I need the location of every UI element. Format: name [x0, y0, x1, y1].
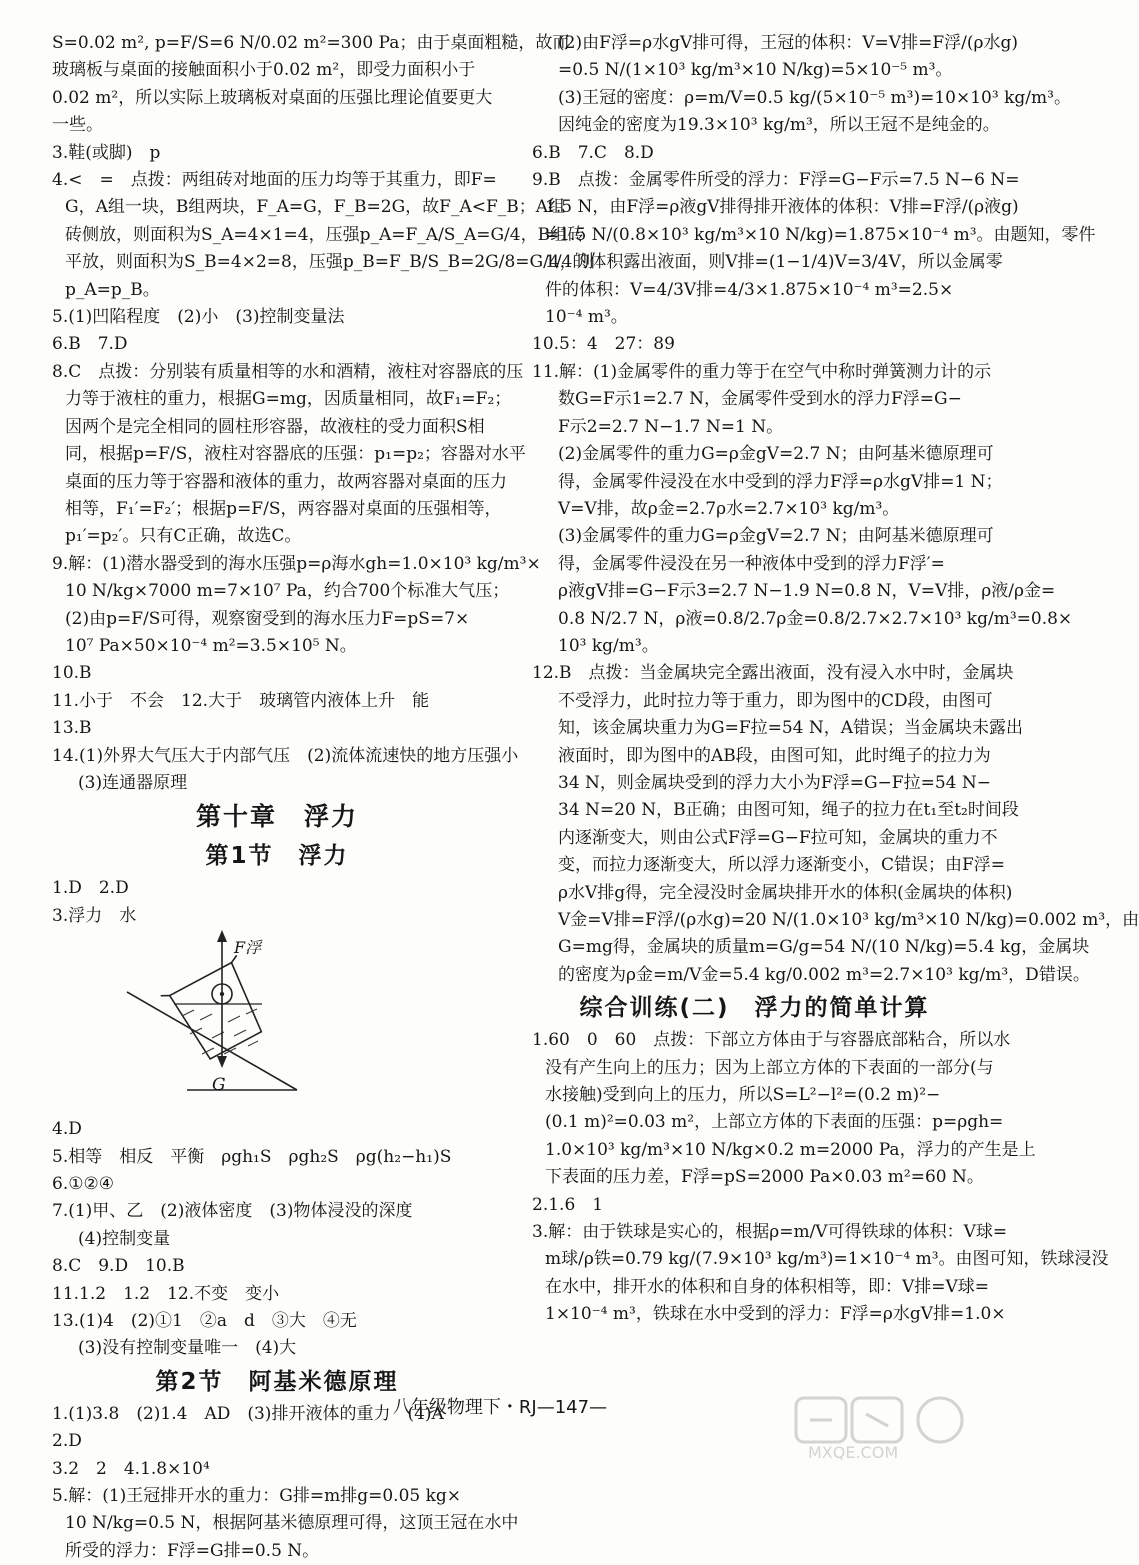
text-line: 1.5 N，由F浮=ρ液gV排得排开液体的体积：V排=F浮/(ρ液g) [545, 197, 1019, 218]
text-line: 得，金属零件浸没在另一种液体中受到的浮力F浮′= [558, 553, 945, 574]
text-line: (3)王冠的密度：ρ=m/V=0.5 kg/(5×10⁻⁵ m³)=10×10³ kg/m³。 [558, 87, 1071, 108]
buoyancy-force-diagram [52, 932, 502, 1112]
text-line: 2.D [52, 1431, 82, 1452]
text-line: 不受浮力，此时拉力等于重力，即为图中的CD段，由图可 [558, 690, 993, 711]
text-line: 知，该金属块重力为G=F拉=54 N，A错误；当金属块未露出 [558, 718, 1024, 739]
text-line: 8.C 9.D 10.B [52, 1256, 185, 1277]
text-line: 数G=F示1=2.7 N，金属零件受到水的浮力F浮=G− [558, 389, 962, 410]
right-column [532, 30, 1139, 1329]
text-line: (3)金属零件的重力G=ρ金gV=2.7 N；由阿基米德原理可 [558, 526, 994, 547]
text-line: 10.B [52, 663, 92, 684]
text-line: ρ液gV排=G−F示3=2.7 N−1.9 N=0.8 N，V=V排，ρ液/ρ金= [558, 581, 1056, 602]
text-line: F示2=2.7 N−1.7 N=1 N。 [558, 416, 784, 437]
section-title: 第1节 浮力 [205, 843, 349, 870]
text-line: G=mg得，金属块的质量m=G/g=54 N/(10 N/kg)=5.4 kg，金属块 [558, 937, 1090, 958]
text-line: 13.(1)4 (2)①1 ②a d ③大 ④无 [52, 1311, 357, 1332]
text-line: 的密度为ρ金=m/V金=5.4 kg/0.002 m³=2.7×10³ kg/m³，D错误。 [558, 964, 1090, 985]
text-line: 玻璃板与桌面的接触面积小于0.02 m²，即受力面积小于 [52, 60, 476, 81]
text-line: (3)连通器原理 [78, 772, 188, 793]
text-line: =0.5 N/(1×10³ kg/m³×10 N/kg)=5×10⁻⁵ m³。 [558, 60, 953, 81]
text-line: 3.鞋(或脚) p [52, 142, 161, 163]
text-line: 6.B 7.D [52, 334, 128, 355]
text-line: m球/ρ铁=0.79 kg/(7.9×10³ kg/m³)=1×10⁻⁴ m³。由图可知，铁球浸没 [545, 1249, 1109, 1270]
text-line: 因两个是完全相同的圆柱形容器，故液柱的受力面积S相 [65, 416, 485, 437]
text-line: 9.解：(1)潜水器受到的海水压强p=ρ海水gh=1.0×10³ kg/m³× [52, 553, 541, 574]
text-line: 3.2 2 4.1.8×10⁴ [52, 1458, 210, 1479]
buoyancy-label: F浮 [234, 938, 262, 958]
text-line: 砖侧放，则面积为S_A=4×1=4，压强p_A=F_A/S_A=G/4，B组砖 [65, 224, 585, 245]
text-line: 4.< = 点拨：两组砖对地面的压力均等于其重力，即F= [52, 170, 497, 191]
text-line: 6.①②④ [52, 1174, 114, 1194]
text-line: 件的体积：V=4/3V排=4/3×1.875×10⁻⁴ m³=2.5× [545, 279, 954, 300]
section-title: 综合训练(二) 浮力的简单计算 [579, 995, 930, 1022]
text-line: 下表面的压力差，F浮=pS=2000 Pa×0.03 m²=60 N。 [545, 1167, 984, 1188]
text-line: 内逐渐变大，则由公式F浮=G−F拉可知，金属块的重力不 [558, 827, 998, 848]
text-line: 10⁻⁴ m³。 [545, 307, 628, 328]
text-line: 6.B 7.C 8.D [532, 142, 654, 163]
text-line: 平放，则面积为S_B=4×2=8，压强p_B=F_B/S_B=2G/8=G/4，则 [65, 252, 594, 273]
text-line: 1×10⁻⁴ m³，铁球在水中受到的浮力：F浮=ρ水gV排=1.0× [545, 1304, 1006, 1325]
text-line: 11.小于 不会 12.大于 玻璃管内液体上升 能 [52, 690, 430, 711]
text-line: (4)控制变量 [78, 1228, 171, 1249]
text-line: (2)由p=F/S可得，观察窗受到的海水压力F=pS=7× [65, 608, 470, 629]
text-line: 10 N/kg×7000 m=7×10⁷ Pa，约合700个标准大气压； [65, 581, 510, 602]
watermark-logo [790, 1392, 990, 1462]
text-line: 2.1.6 1 [532, 1194, 604, 1215]
text-line: 1/4的体积露出液面，则V排=(1−1/4)V=3/4V，所以金属零 [545, 252, 1003, 273]
beaker [161, 956, 274, 1066]
text-line: 1.D 2.D [52, 878, 129, 899]
section-title: 第2节 阿基米德原理 [155, 1368, 399, 1395]
text-line: 10³ kg/m³。 [558, 635, 659, 656]
text-line: 3.浮力 水 [52, 905, 137, 926]
text-line: 9.B 点拨：金属零件所受的浮力：F浮=G−F示=7.5 N−6 N= [532, 170, 1020, 191]
text-line: 7.(1)甲、乙 (2)液体密度 (3)物体浸没的深度 [52, 1201, 413, 1222]
text-line: 没有产生向上的压力；因为上部立方体的下表面的一部分(与 [545, 1057, 994, 1078]
text-line: 14.(1)外界大气压大于内部气压 (2)流体流速快的地方压强小 [52, 745, 519, 766]
chapter-title: 第十章 浮力 [195, 802, 358, 832]
text-line: 11.解：(1)金属零件的重力等于在空气中称时弹簧测力计的示 [532, 361, 992, 382]
text-line: 12.B 点拨：当金属块完全露出液面，没有浸入水中时，金属块 [532, 663, 1014, 684]
svg-text:MXQE.COM: MXQE.COM [808, 1443, 899, 1462]
gravity-label: G [212, 1075, 226, 1096]
text-line: (2)金属零件的重力G=ρ金gV=2.7 N；由阿基米德原理可 [558, 444, 994, 465]
text-line: V金=V排=F浮/(ρ水g)=20 N/(1.0×10³ kg/m³×10 N/kg)=0.002 m³，由 [558, 910, 1139, 930]
text-line: 液面时，即为图中的AB段，由图可知，此时绳子的拉力为 [558, 745, 991, 766]
page-footer: 八年级物理下・RJ—147— [392, 1397, 608, 1418]
text-line: 1.(1)3.8 (2)1.4 AD (3)排开液体的重力 (4)A [52, 1403, 444, 1424]
text-line: 0.8 N/2.7 N，ρ液=0.8/2.7ρ金=0.8/2.7×2.7×10³ kg/m³=0.8× [558, 608, 1073, 629]
text-line: 1.0×10³ kg/m³×10 N/kg×0.2 m=2000 Pa，浮力的产生是上 [545, 1139, 1036, 1160]
text-line: 在水中，排开水的体积和自身的体积相等，即：V排=V球= [545, 1276, 990, 1297]
text-line: 8.C 点拨：分别装有质量相等的水和酒精，液柱对容器底的压 [52, 361, 524, 382]
text-line: V=V排，故ρ金=2.7ρ水=2.7×10³ kg/m³。 [558, 498, 900, 519]
text-line: =1.5 N/(0.8×10³ kg/m³×10 N/kg)=1.875×10⁻⁴ m³。由题知，零件 [545, 224, 1096, 245]
text-line: ρ水V排g得，完全浸没时金属块排开水的体积(金属块的体积) [558, 882, 1013, 903]
diagram-svg [52, 932, 502, 1112]
text-line: 水接触)受到向上的压力，所以S=L²−l²=(0.2 m)²− [545, 1085, 941, 1106]
text-line: S=0.02 m², p=F/S=6 N/0.02 m²=300 Pa；由于桌面粗糙，故而 [52, 33, 570, 53]
text-line: 10⁷ Pa×50×10⁻⁴ m²=3.5×10⁵ N。 [65, 635, 357, 656]
text-line: 10 N/kg=0.5 N，根据阿基米德原理可得，这顶王冠在水中 [65, 1513, 519, 1534]
text-line: 所受的浮力：F浮=G排=0.5 N。 [65, 1540, 320, 1561]
text-line: 34 N，则金属块受到的浮力大小为F浮=G−F拉=54 N− [558, 772, 991, 793]
text-line: 同，根据p=F/S，液柱对容器底的压强：p₁=p₂；容器对水平 [65, 444, 526, 465]
text-line: G，A组一块，B组两块，F_A=G，F_B=2G，故F_A<F_B；A组 [65, 197, 566, 218]
text-line: (2)由F浮=ρ水gV排可得，王冠的体积：V=V排=F浮/(ρ水g) [558, 33, 1018, 53]
text-line: 因纯金的密度为19.3×10³ kg/m³，所以王冠不是纯金的。 [558, 115, 1000, 136]
text-line: 4.D [52, 1119, 82, 1140]
text-line: 13.B [52, 718, 92, 739]
text-line: (0.1 m)²=0.03 m²，上部立方体的下表面的压强：p=ρgh= [545, 1112, 1004, 1133]
text-line: 桌面的压力等于容器和液体的重力，故两容器对桌面的压力 [65, 471, 507, 492]
text-line: 得，金属零件浸没在水中受到的浮力F浮=ρ水gV排=1 N； [558, 471, 1003, 492]
text-line: (3)没有控制变量唯一 (4)大 [78, 1338, 297, 1359]
text-line: 相等，F₁′=F₂′；根据p=F/S，两容器对桌面的压强相等， [65, 498, 502, 519]
text-line: 11.1.2 1.2 12.不变 变小 [52, 1283, 280, 1304]
text-line: 10.5：4 27：89 [532, 334, 675, 355]
text-line: 力等于液柱的重力，根据G=mg，因质量相同，故F₁=F₂； [65, 389, 512, 410]
text-line: 变，而拉力逐渐变大，所以浮力逐渐变小，C错误；由F浮= [558, 855, 1006, 876]
text-line: 一些。 [52, 115, 103, 136]
text-line: p_A=p_B。 [65, 279, 160, 300]
text-line: 1.60 0 60 点拨：下部立方体由于与容器底部粘合，所以水 [532, 1030, 1011, 1051]
text-line: 34 N=20 N，B正确；由图可知，绳子的拉力在t₁至t₂时间段 [558, 800, 1019, 821]
water [174, 1004, 262, 1054]
text-line: p₁′=p₂′。只有C正确，故选C。 [65, 526, 302, 547]
text-line: 3.解：由于铁球是实心的，根据ρ=m/V可得铁球的体积：V球= [532, 1222, 1008, 1243]
text-line: 5.(1)凹陷程度 (2)小 (3)控制变量法 [52, 307, 345, 328]
text-line: 0.02 m²，所以实际上玻璃板对桌面的压强比理论值要更大 [52, 87, 493, 108]
text-line: 5.解：(1)王冠排开水的重力：G排=m排g=0.05 kg× [52, 1486, 462, 1507]
text-line: 5.相等 相反 平衡 ρgh₁S ρgh₂S ρg(h₂−h₁)S [52, 1146, 452, 1167]
